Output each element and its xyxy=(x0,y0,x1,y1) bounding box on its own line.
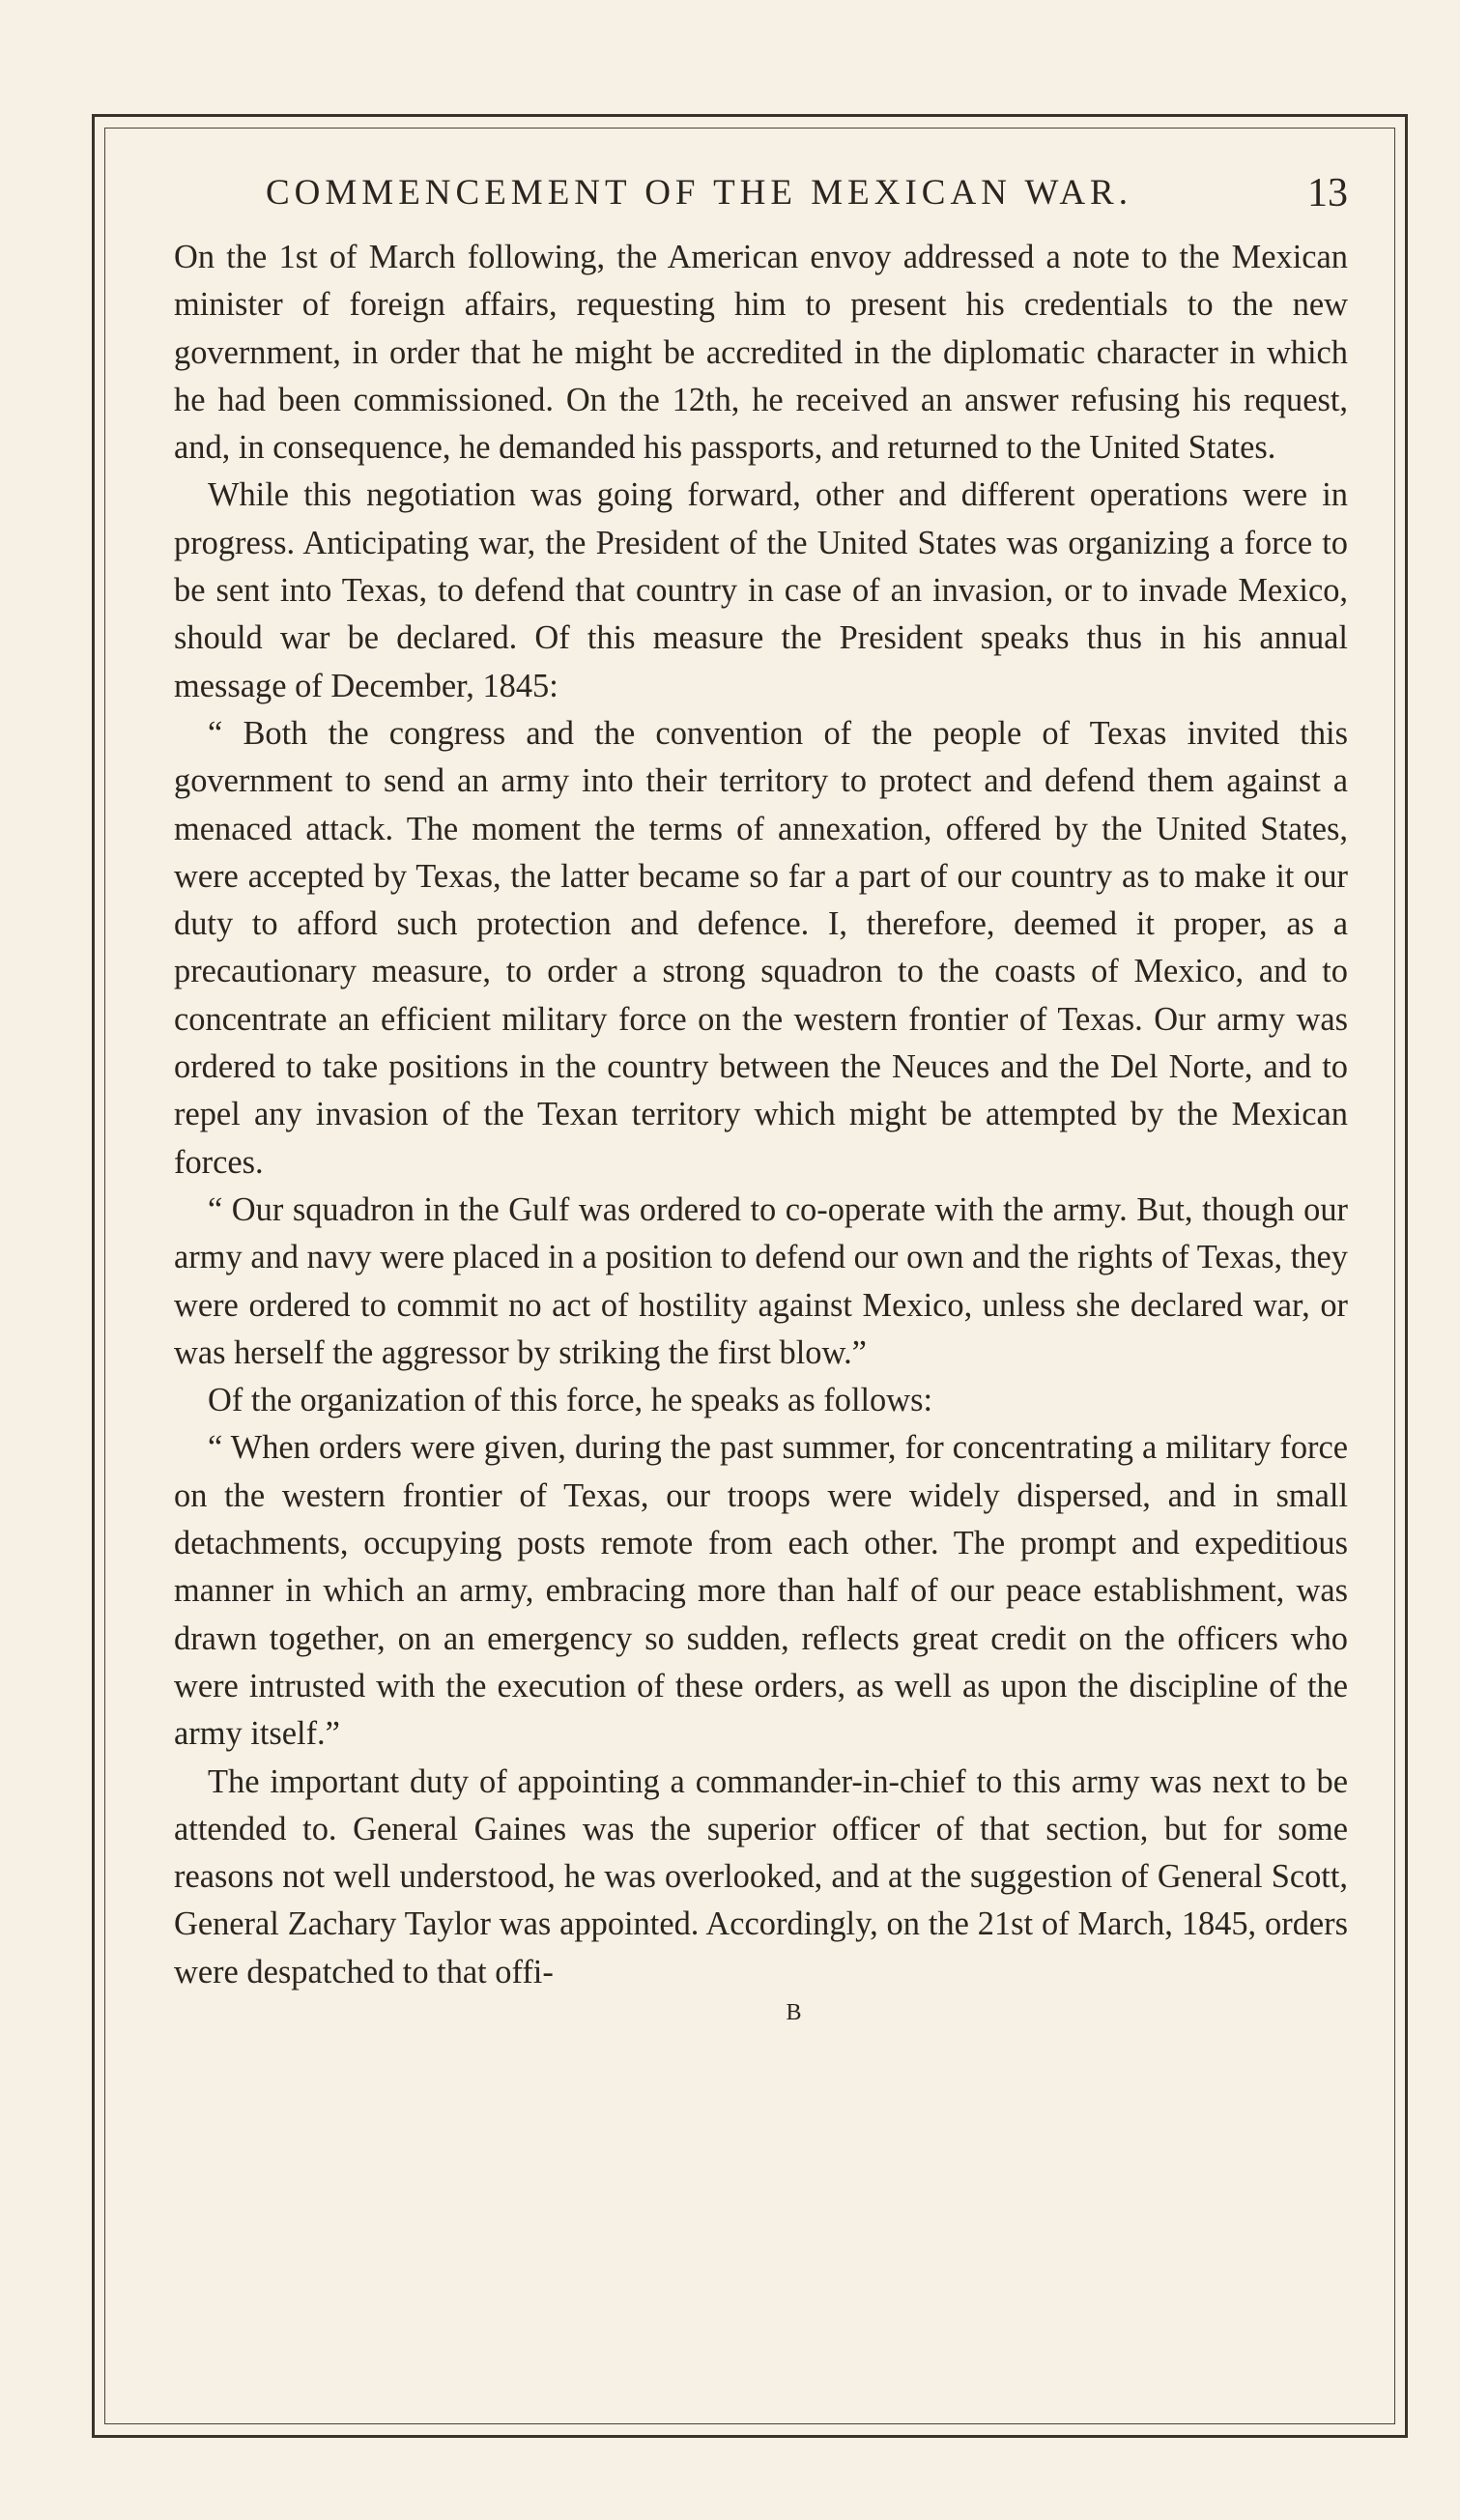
page-content xyxy=(174,164,1348,2026)
paragraph-commander: The important duty of appointing a commander-in-chief to this army was next to be attended to. General Gaines was the superior officer of that section, but for some reasons not well understood, he was overlooked, and at the suggestion of General Scott, General Zachary Taylor was appointed. Accordingly, on the 21st of March, 1845, orders were despatched to that offi- xyxy=(174,1762,1348,1990)
running-header xyxy=(174,164,1348,234)
page-number: 13 xyxy=(1307,171,1348,215)
paragraph-quote-squadron: “ Our squadron in the Gulf was ordered to co-operate with the army. But, though our army and navy were placed in a position to defend our own and the rights of Texas, they were ordered to commit no act of hostility against Mexico, unless she declared war, or was herself the aggressor by striking the first blow.” xyxy=(174,1190,1348,1371)
paragraph-organization: Of the organization of this force, he speaks as follows: xyxy=(208,1382,933,1419)
body-text xyxy=(174,234,1348,1996)
paragraph-negotiation: While this negotiation was going forward, other and different operations were in progress. Anticipating war, the President of the United States was organizing a force to be sent into Texas, to defend that country in case of an invasion, or to invade Mexico, should war be declared. Of this measure the President speaks thus in his annual message of December, 1845: xyxy=(174,476,1348,704)
signature-mark: B xyxy=(786,1999,804,2025)
paragraph-quote-congress: “ Both the congress and the convention of the people of Texas invited this government to send an army into their territory to protect and defend them against a menaced attack. The moment the terms of annexation, offered by the United States, were accepted by Texas, the latter became so far a part of our country as to make it our duty to afford such protection and defence. I, therefore, deemed it proper, as a precautionary measure, to order a strong squadron to the coasts of Mexico, and to concentrate an efficient military force on the western frontier of Texas. Our army was ordered to take positions in the country between the Neuces and the Del Norte, and to repel any invasion of the Texan territory which might be attempted by the Mexican forces. xyxy=(174,714,1348,1181)
paragraph-quote-orders: “ When orders were given, during the past summer, for concentrating a military force on the western frontier of Texas, our troops were widely dispersed, and in small detachments, occupying posts remote from each other. The prompt and expeditious manner in which an army, embracing more than half of our peace establishment, was drawn together, on an emergency so sudden, reflects great credit on the officers who were intrusted with the execution of these orders, as well as upon the discipline of the army itself.” xyxy=(174,1429,1348,1753)
paragraph-envoy-note: On the 1st of March following, the American envoy addressed a note to the Mexican minister of foreign affairs, requesting him to present his credentials to the new government, in order that he might be accredited in the diplomatic character in which he had been commissioned. On the 12th, he received an answer refusing his request, and, in consequence, he demanded his passports, and returned to the United States. xyxy=(174,239,1348,467)
running-title: COMMENCEMENT OF THE MEXICAN WAR. xyxy=(266,173,1132,213)
